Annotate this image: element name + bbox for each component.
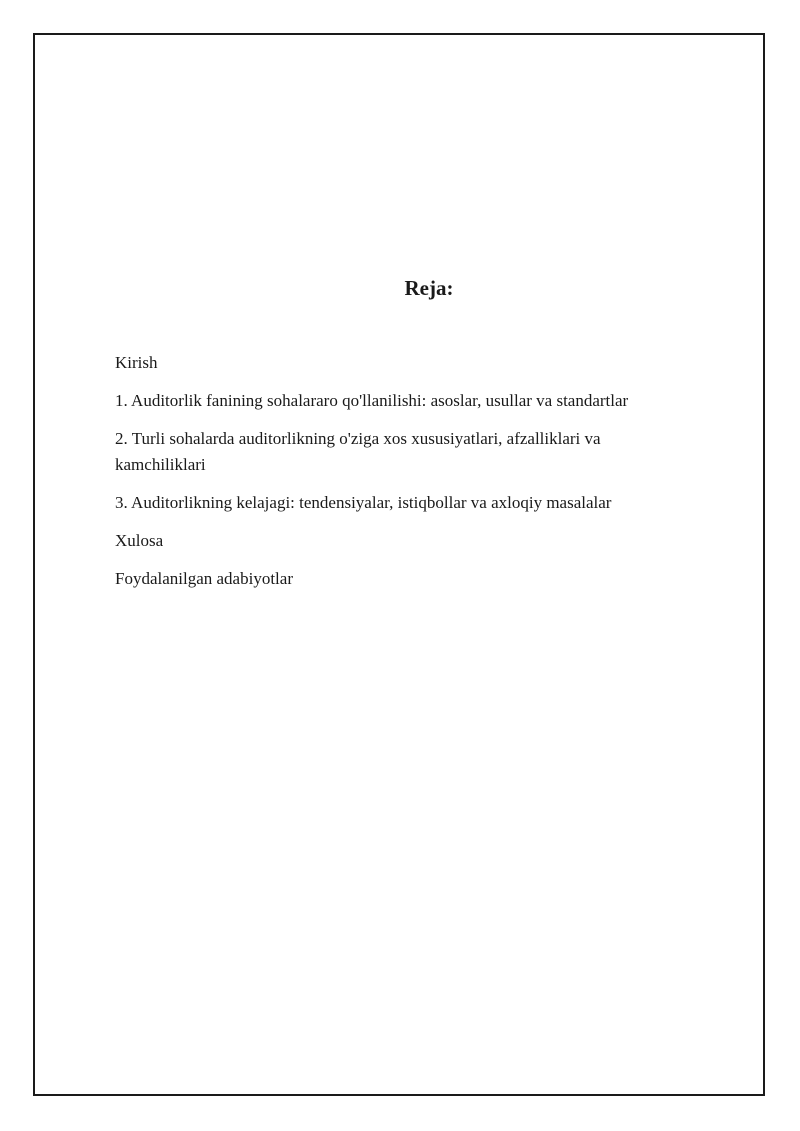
toc-item-section-1: 1. Auditorlik fanining sohalararo qo'llanilishi: asoslar, usullar va standartlar: [115, 391, 629, 410]
toc-item-conclusion: Xulosa: [115, 531, 164, 550]
toc-item-references: Foydalanilgan adabiyotlar: [115, 569, 293, 588]
table-of-contents: [115, 350, 695, 604]
document-title: Reja:: [404, 276, 454, 300]
toc-item-section-2: 2. Turli sohalarda auditorlikning o'ziga xos xususiyatlari, afzalliklari va kamchiliklari: [115, 429, 601, 474]
toc-item-section-3: 3. Auditorlikning kelajagi: tendensiyalar, istiqbollar va axloqiy masalalar: [115, 493, 612, 512]
toc-item-introduction: Kirish: [115, 353, 158, 372]
